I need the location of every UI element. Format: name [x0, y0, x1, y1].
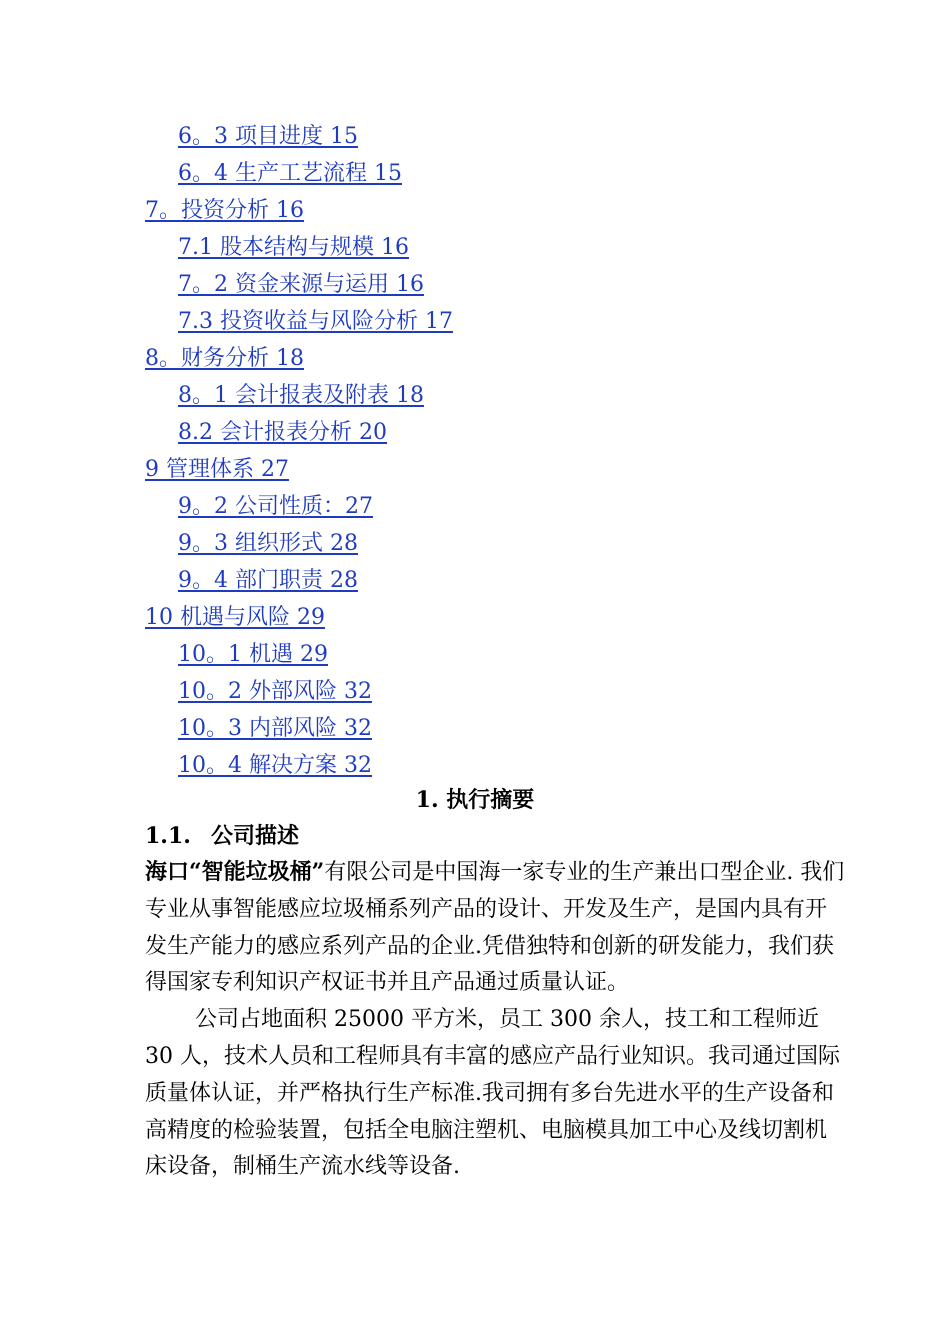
- toc-entry: [145, 340, 845, 377]
- toc-link[interactable]: 9。2 公司性质：27: [178, 494, 373, 519]
- toc-entry: [145, 488, 845, 525]
- toc-entry: [145, 747, 845, 784]
- toc-entry: [145, 377, 845, 414]
- toc-link[interactable]: 6。4 生产工艺流程 15: [178, 161, 402, 186]
- toc-link[interactable]: 9。3 组织形式 28: [178, 531, 358, 556]
- paragraph-text: 有限公司是中国海一家专业的生产兼出口型企业. 我们专业从事智能感应垃圾桶系列产品的设计、开发及生产，是国内具有开发生产能力的感应系列产品的企业.凭借独特和创新的研发能力，我们获得国家专利知识产权证书并且产品通过质量认证。: [145, 860, 845, 996]
- toc-entry: [145, 266, 845, 303]
- paragraph-company-facilities: 公司占地面积 25000 平方米，员工 300 余人，技工和工程师近 30 人，技术人员和工程师具有丰富的感应产品行业知识。我司通过国际质量体认证，并严格执行生产标准.我司拥有多台先进水平的生产设备和高精度的检验装置，包括全电脑注塑机、电脑模具加工中心及线切割机床设备，制桶生产流水线等设备.: [145, 1007, 840, 1180]
- toc-entry: [145, 155, 845, 192]
- toc-link[interactable]: 10 机遇与风险 29: [145, 605, 325, 630]
- toc-link[interactable]: 10。1 机遇 29: [178, 642, 328, 667]
- toc-link[interactable]: 6。3 项目进度 15: [178, 124, 358, 149]
- toc-entry: [145, 525, 845, 562]
- subsection-number: 1.1.: [145, 823, 191, 849]
- body-text: [145, 854, 845, 1186]
- toc-link[interactable]: 7。2 资金来源与运用 16: [178, 272, 424, 297]
- toc-entry: [145, 710, 845, 747]
- toc-entry: [145, 414, 845, 451]
- toc-link[interactable]: 9 管理体系 27: [145, 457, 289, 482]
- toc-link[interactable]: 9。4 部门职责 28: [178, 568, 358, 593]
- company-name: 海口“智能垃圾桶”: [145, 859, 325, 885]
- toc-link[interactable]: 8。1 会计报表及附表 18: [178, 383, 424, 408]
- toc-entry: [145, 562, 845, 599]
- subsection-heading: [145, 818, 299, 854]
- toc-entry: [145, 636, 845, 673]
- paragraph-company-intro: [145, 854, 845, 1002]
- toc-link[interactable]: 7.3 投资收益与风险分析 17: [178, 309, 453, 334]
- toc-entry: [145, 229, 845, 266]
- toc-entry: [145, 303, 845, 340]
- toc-link[interactable]: 8.2 会计报表分析 20: [178, 420, 387, 445]
- toc-entry: [145, 192, 845, 229]
- toc-link[interactable]: 10。4 解决方案 32: [178, 753, 372, 778]
- toc-entry: [145, 118, 845, 155]
- toc-entry: [145, 673, 845, 710]
- section-title: 1. 执行摘要: [415, 787, 535, 813]
- toc-link[interactable]: 10。3 内部风险 32: [178, 716, 372, 741]
- toc-link[interactable]: 7。投资分析 16: [145, 198, 304, 223]
- toc-link[interactable]: 10。2 外部风险 32: [178, 679, 372, 704]
- subsection-title: 公司描述: [211, 823, 300, 849]
- toc-link[interactable]: 7.1 股本结构与规模 16: [178, 235, 409, 260]
- toc-link[interactable]: 8。财务分析 18: [145, 346, 304, 371]
- table-of-contents: [145, 118, 845, 784]
- toc-entry: [145, 451, 845, 488]
- toc-entry: [145, 599, 845, 636]
